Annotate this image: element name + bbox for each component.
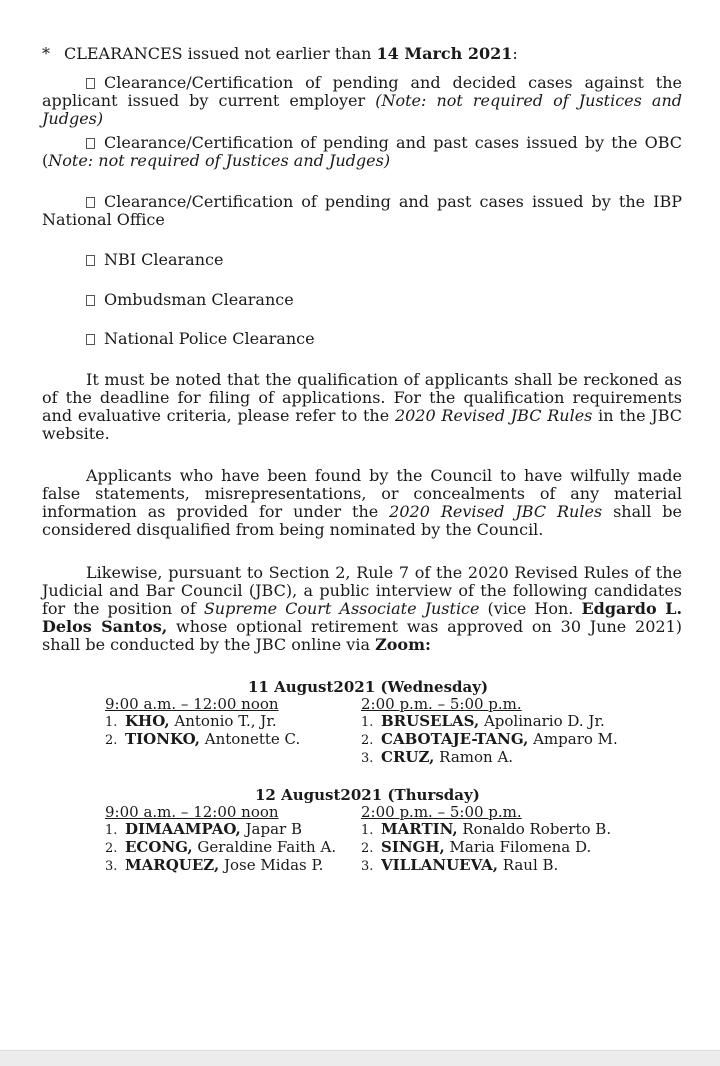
candidate-given: Geraldine Faith A. [192, 838, 337, 856]
candidate-given: Japar B [240, 820, 302, 838]
interview-paragraph [42, 564, 682, 654]
list-item [105, 713, 300, 731]
list-item [105, 731, 300, 749]
clearance-item-text: Clearance/Certification of pending and past cases issued by the OBC ( [42, 133, 682, 170]
candidate-given: Amparo M. [528, 730, 618, 748]
candidate-given: Antonio T., Jr. [169, 712, 277, 730]
candidate-surname: CRUZ, [381, 748, 435, 766]
checkbox-icon[interactable] [86, 197, 95, 208]
item-number: 1. [105, 715, 118, 730]
vice-name: Edgardo L. Delos Santos, [42, 599, 683, 636]
morning-block-2 [105, 804, 336, 875]
afternoon-block-1 [361, 696, 618, 767]
paragraph-text: Likewise, pursuant to Section 2, Rule 7 of the 2020 Revised Rules of the Judicial and Bar Council (JBC), a public interview of the following candidates for the position of [42, 563, 682, 618]
clearance-item-text: Ombudsman Clearance [104, 290, 294, 309]
position-title: Supreme Court Associate Justice [203, 599, 480, 618]
candidate-given: Apolinario D. Jr. [479, 712, 605, 730]
item-number: 2. [105, 841, 118, 856]
item-number: 1. [361, 715, 374, 730]
paragraph-text: (vice Hon. [479, 599, 582, 618]
bullet: * [42, 44, 50, 63]
time-slot: 2:00 p.m. – 5:00 p.m. [361, 695, 522, 713]
item-number: 2. [361, 733, 374, 748]
list-item [105, 821, 336, 839]
list-item [361, 839, 611, 857]
clearance-item-ombudsman [86, 291, 294, 309]
paragraph-text: in the JBC website. [42, 406, 682, 443]
list-item [361, 731, 618, 749]
morning-block-1 [105, 696, 300, 749]
candidate-given: Antonette C. [200, 730, 301, 748]
item-number: 1. [105, 823, 118, 838]
clearances-heading [42, 45, 518, 63]
time-slot: 9:00 a.m. – 12:00 noon [105, 803, 279, 821]
clearance-item-note: (Note: not required of Justices and Judges) [42, 91, 683, 128]
item-number: 3. [361, 859, 374, 874]
clearances-colon: : [512, 44, 518, 63]
candidate-surname: ECONG, [125, 838, 193, 856]
list-item [105, 839, 336, 857]
candidate-surname: VILLANUEVA, [381, 856, 498, 874]
candidate-surname: KHO, [125, 712, 170, 730]
item-number: 1. [361, 823, 374, 838]
checkbox-icon[interactable] [86, 138, 95, 149]
item-number: 3. [361, 751, 374, 766]
rules-reference: 2020 Revised JBC Rules [389, 502, 603, 521]
clearance-item-ibp [42, 193, 682, 229]
candidate-surname: SINGH, [381, 838, 445, 856]
rules-reference: 2020 Revised JBC Rules [394, 406, 593, 425]
schedule-date-1: 11 August2021 (Wednesday) [248, 678, 489, 696]
candidate-given: Ramon A. [434, 748, 514, 766]
clearance-item-obc [42, 134, 682, 170]
candidate-given: Jose Midas P. [219, 856, 324, 874]
clearance-item-police [86, 330, 315, 348]
clearances-date: 14 March 2021 [376, 44, 513, 63]
time-slot: 2:00 p.m. – 5:00 p.m. [361, 803, 522, 821]
platform-name: Zoom: [375, 635, 431, 654]
paragraph-text: Applicants who have been found by the Council to have wilfully made false statements, misrepresentations, or concealments of any material information as provided for under the [42, 466, 682, 521]
list-item [361, 713, 618, 731]
clearance-item-text: Clearance/Certification of pending and past cases issued by the IBP National Office [42, 192, 682, 229]
schedule-date-2: 12 August2021 (Thursday) [255, 786, 480, 804]
candidate-surname: MARTIN, [381, 820, 458, 838]
clearance-item-employer [42, 74, 682, 128]
afternoon-block-2 [361, 804, 611, 875]
clearance-item-nbi [86, 251, 223, 269]
clearances-intro: CLEARANCES issued not earlier than [64, 44, 377, 63]
qualification-paragraph [42, 371, 682, 443]
checkbox-icon[interactable] [86, 295, 95, 306]
list-item [105, 857, 336, 875]
list-item [361, 821, 611, 839]
list-item [361, 749, 618, 767]
candidate-surname: CABOTAJE-TANG, [381, 730, 529, 748]
bottom-bar [0, 1050, 720, 1066]
candidate-given: Raul B. [497, 856, 559, 874]
candidate-surname: BRUSELAS, [381, 712, 480, 730]
item-number: 2. [105, 733, 118, 748]
clearance-item-text: National Police Clearance [104, 329, 315, 348]
checkbox-icon[interactable] [86, 255, 95, 266]
candidate-surname: DIMAAMPAO, [125, 820, 241, 838]
clearance-item-note: Note: not required of Justices and Judges) [48, 151, 391, 170]
item-number: 3. [105, 859, 118, 874]
clearance-item-text: Clearance/Certification of pending and decided cases against the applicant issued by current employer [42, 73, 682, 110]
list-item [361, 857, 611, 875]
checkbox-icon[interactable] [86, 334, 95, 345]
clearance-item-text: NBI Clearance [104, 250, 224, 269]
time-slot: 9:00 a.m. – 12:00 noon [105, 695, 279, 713]
candidate-surname: MARQUEZ, [125, 856, 220, 874]
checkbox-icon[interactable] [86, 78, 95, 89]
paragraph-text: shall be considered disqualified from being nominated by the Council. [42, 502, 683, 539]
paragraph-text: It must be noted that the qualification of applicants shall be reckoned as of the deadline for filing of applications. For the qualification requirements and evaluative criteria, please refer to the [42, 370, 682, 425]
paragraph-text: whose optional retirement was approved on 30 June 2021) shall be conducted by the JBC online via [42, 617, 683, 654]
candidate-given: Ronaldo Roberto B. [457, 820, 612, 838]
candidate-given: Maria Filomena D. [444, 838, 592, 856]
disqualification-paragraph [42, 467, 682, 539]
item-number: 2. [361, 841, 374, 856]
candidate-surname: TIONKO, [125, 730, 200, 748]
